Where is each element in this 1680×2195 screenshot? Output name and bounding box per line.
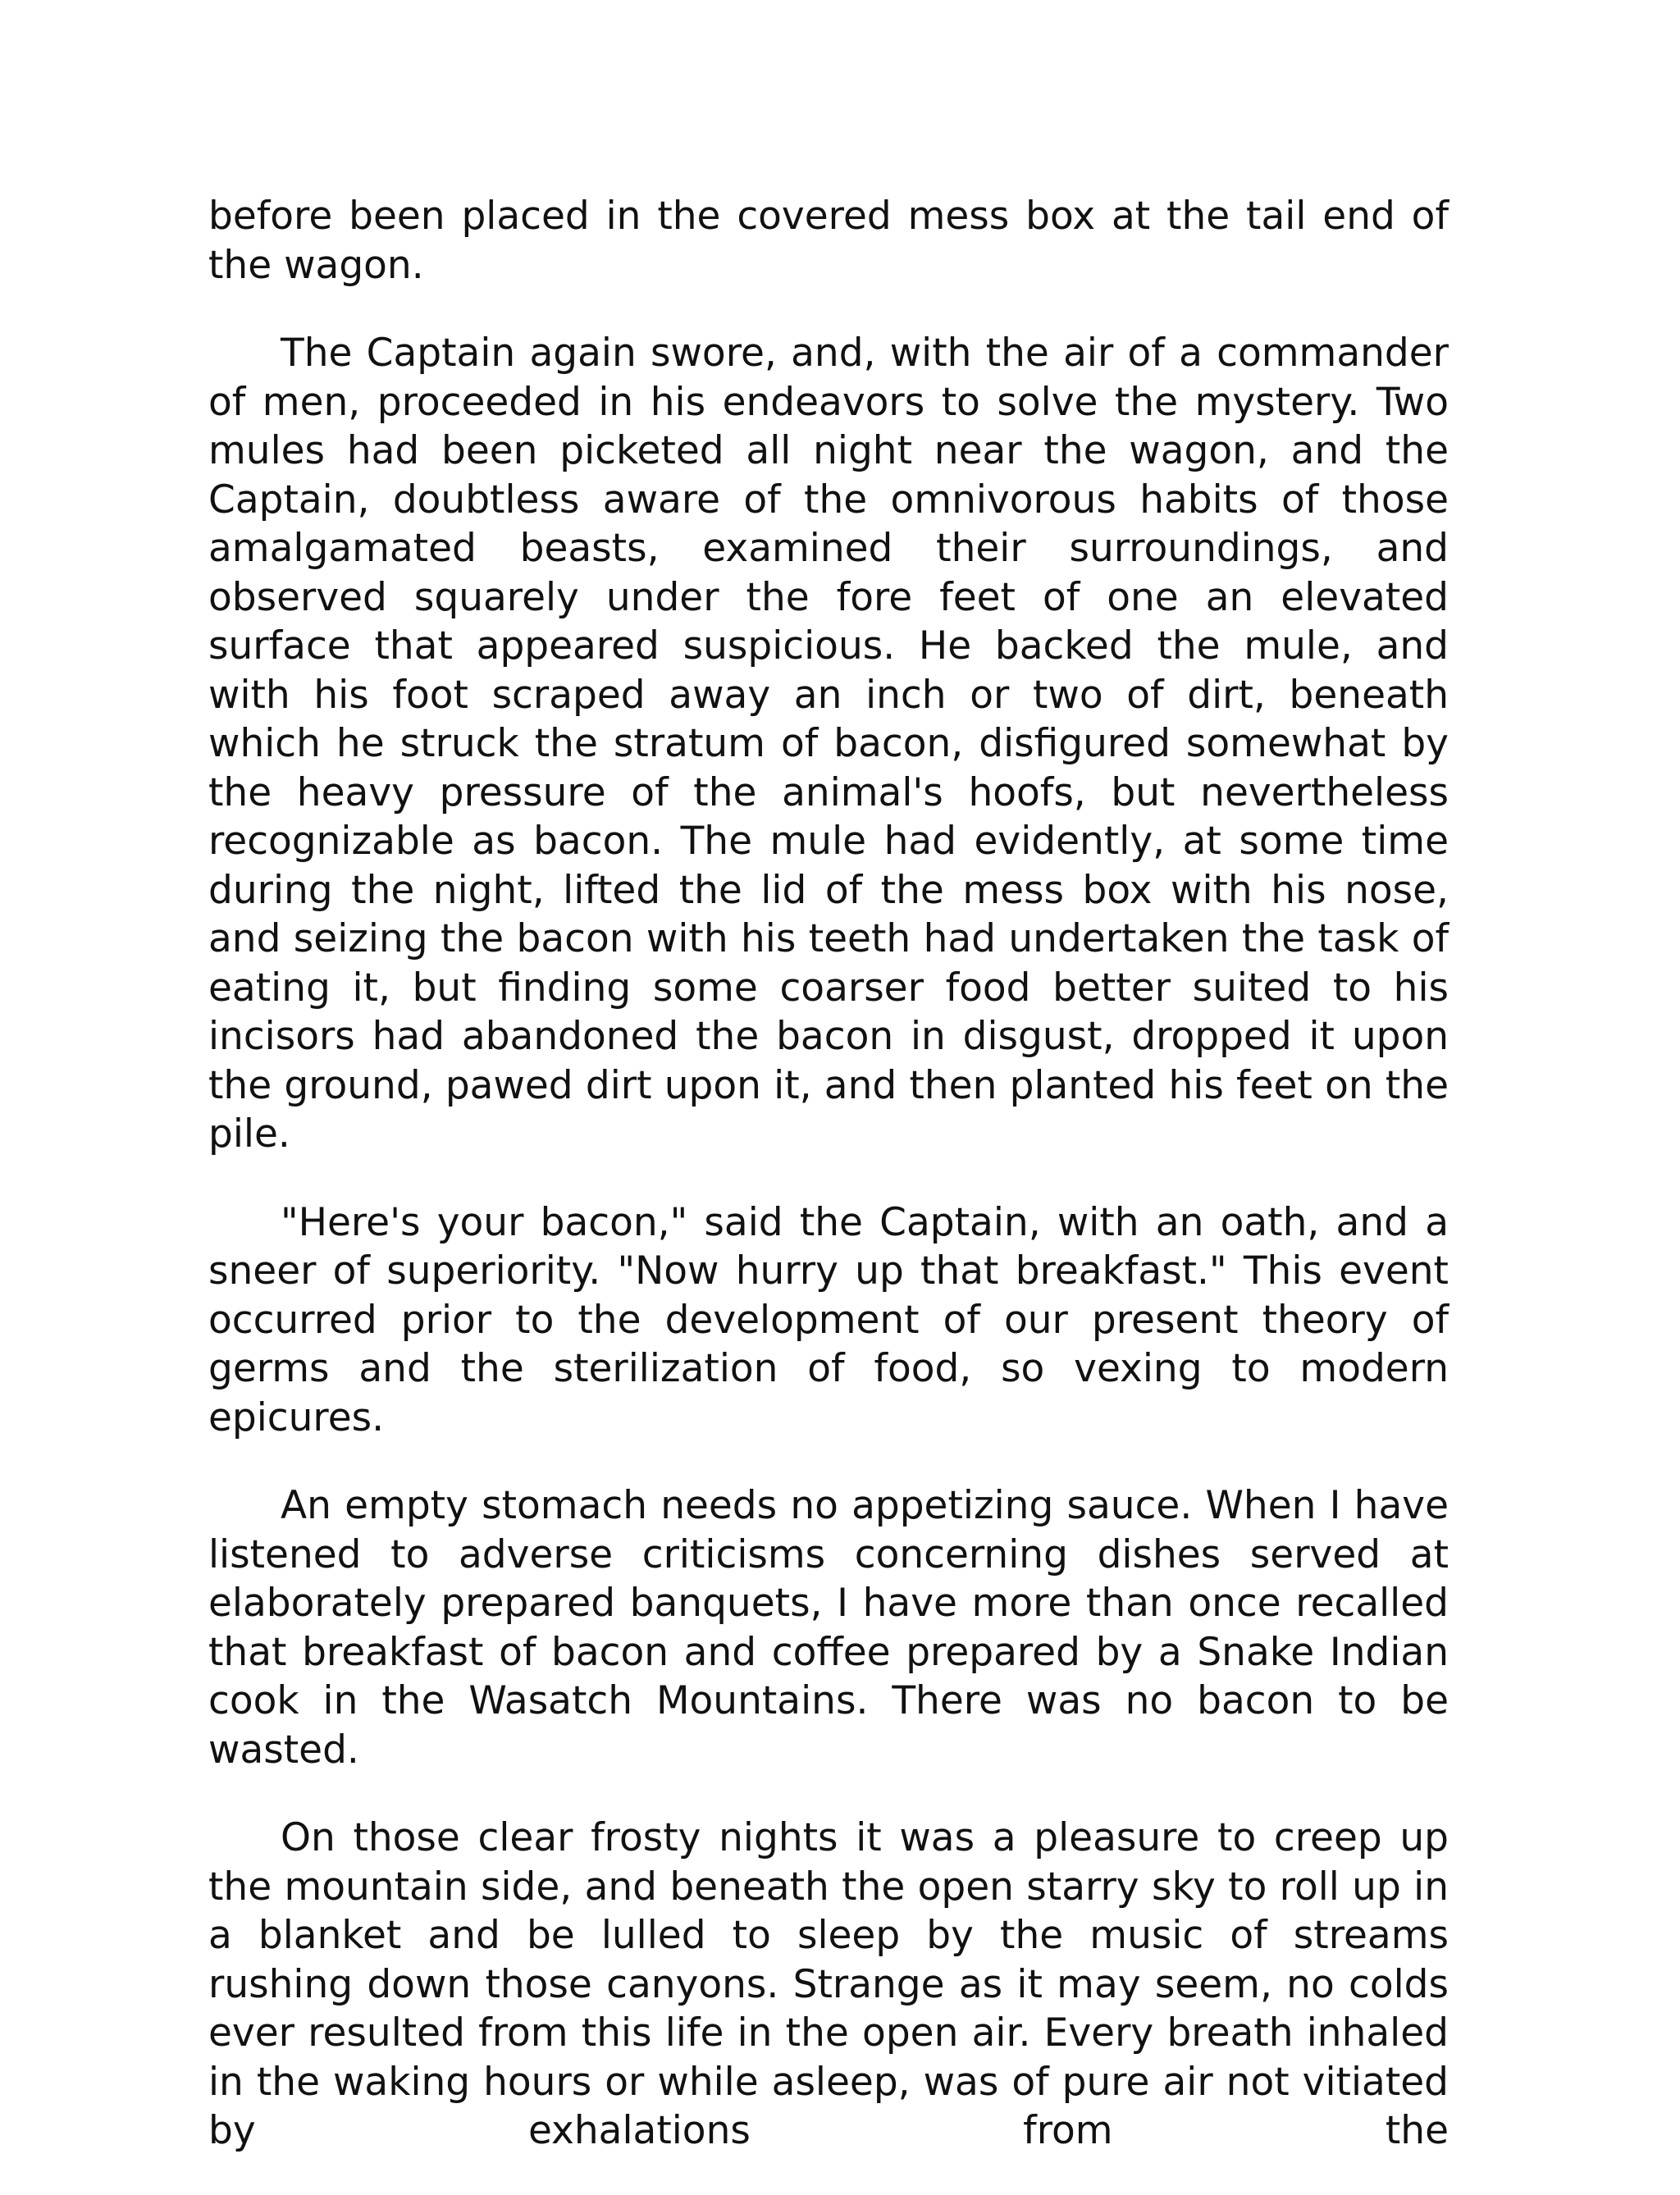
paragraph-4: An empty stomach needs no appetizing sauce. When I have listened to adverse criticisms concerning dishes served at elaborately prepared banquets, I have more than once recalled that breakfast of bacon and coffee prepared by a Snake Indian cook in the Wasatch Mountains. There was no bacon to be wasted. [208, 1483, 1449, 1773]
paragraph-3: "Here's your bacon," said the Captain, with an oath, and a sneer of superiority. "Now hurry up that breakfast." This event occurred prior to the development of our present theory of germs and the sterilization of food, so vexing to modern epicures. [208, 1199, 1449, 1440]
body-text [208, 192, 1449, 2195]
paragraph-2: The Captain again swore, and, with the air of a commander of men, proceeded in his endeavors to solve the mystery. Two mules had been picketed all night near the wagon, and the Captain, doubtless aware of the omnivorous habits of those amalgamated beasts, examined their surroundings, and observed squarely under the fore feet of one an elevated surface that appeared suspicious. He backed the mule, and with his foot scraped away an inch or two of dirt, beneath which he struck the stratum of bacon, disfigured somewhat by the heavy pressure of the animal's hoofs, but nevertheless recognizable as bacon. The mule had evidently, at some time during the night, lifted the lid of the mess box with his nose, and seizing the bacon with his teeth had undertaken the task of eating it, but finding some coarser food better suited to his incisors had abandoned the bacon in disgust, dropped it upon the ground, pawed dirt upon it, and then planted his feet on the pile. [208, 331, 1449, 1157]
paragraph-1: before been placed in the covered mess box at the tail end of the wagon. [208, 194, 1449, 288]
paragraph-5: On those clear frosty nights it was a pleasure to creep up the mountain side, and beneath the open starry sky to roll up in a blanket and be lulled to sleep by the music of streams rushing down those canyons. Strange as it may seem, no colds ever resulted from this life in the open air. Every breath inhaled in the waking hours or while asleep, was of pure air not vitiated by exhalations from the [208, 1815, 1449, 2153]
